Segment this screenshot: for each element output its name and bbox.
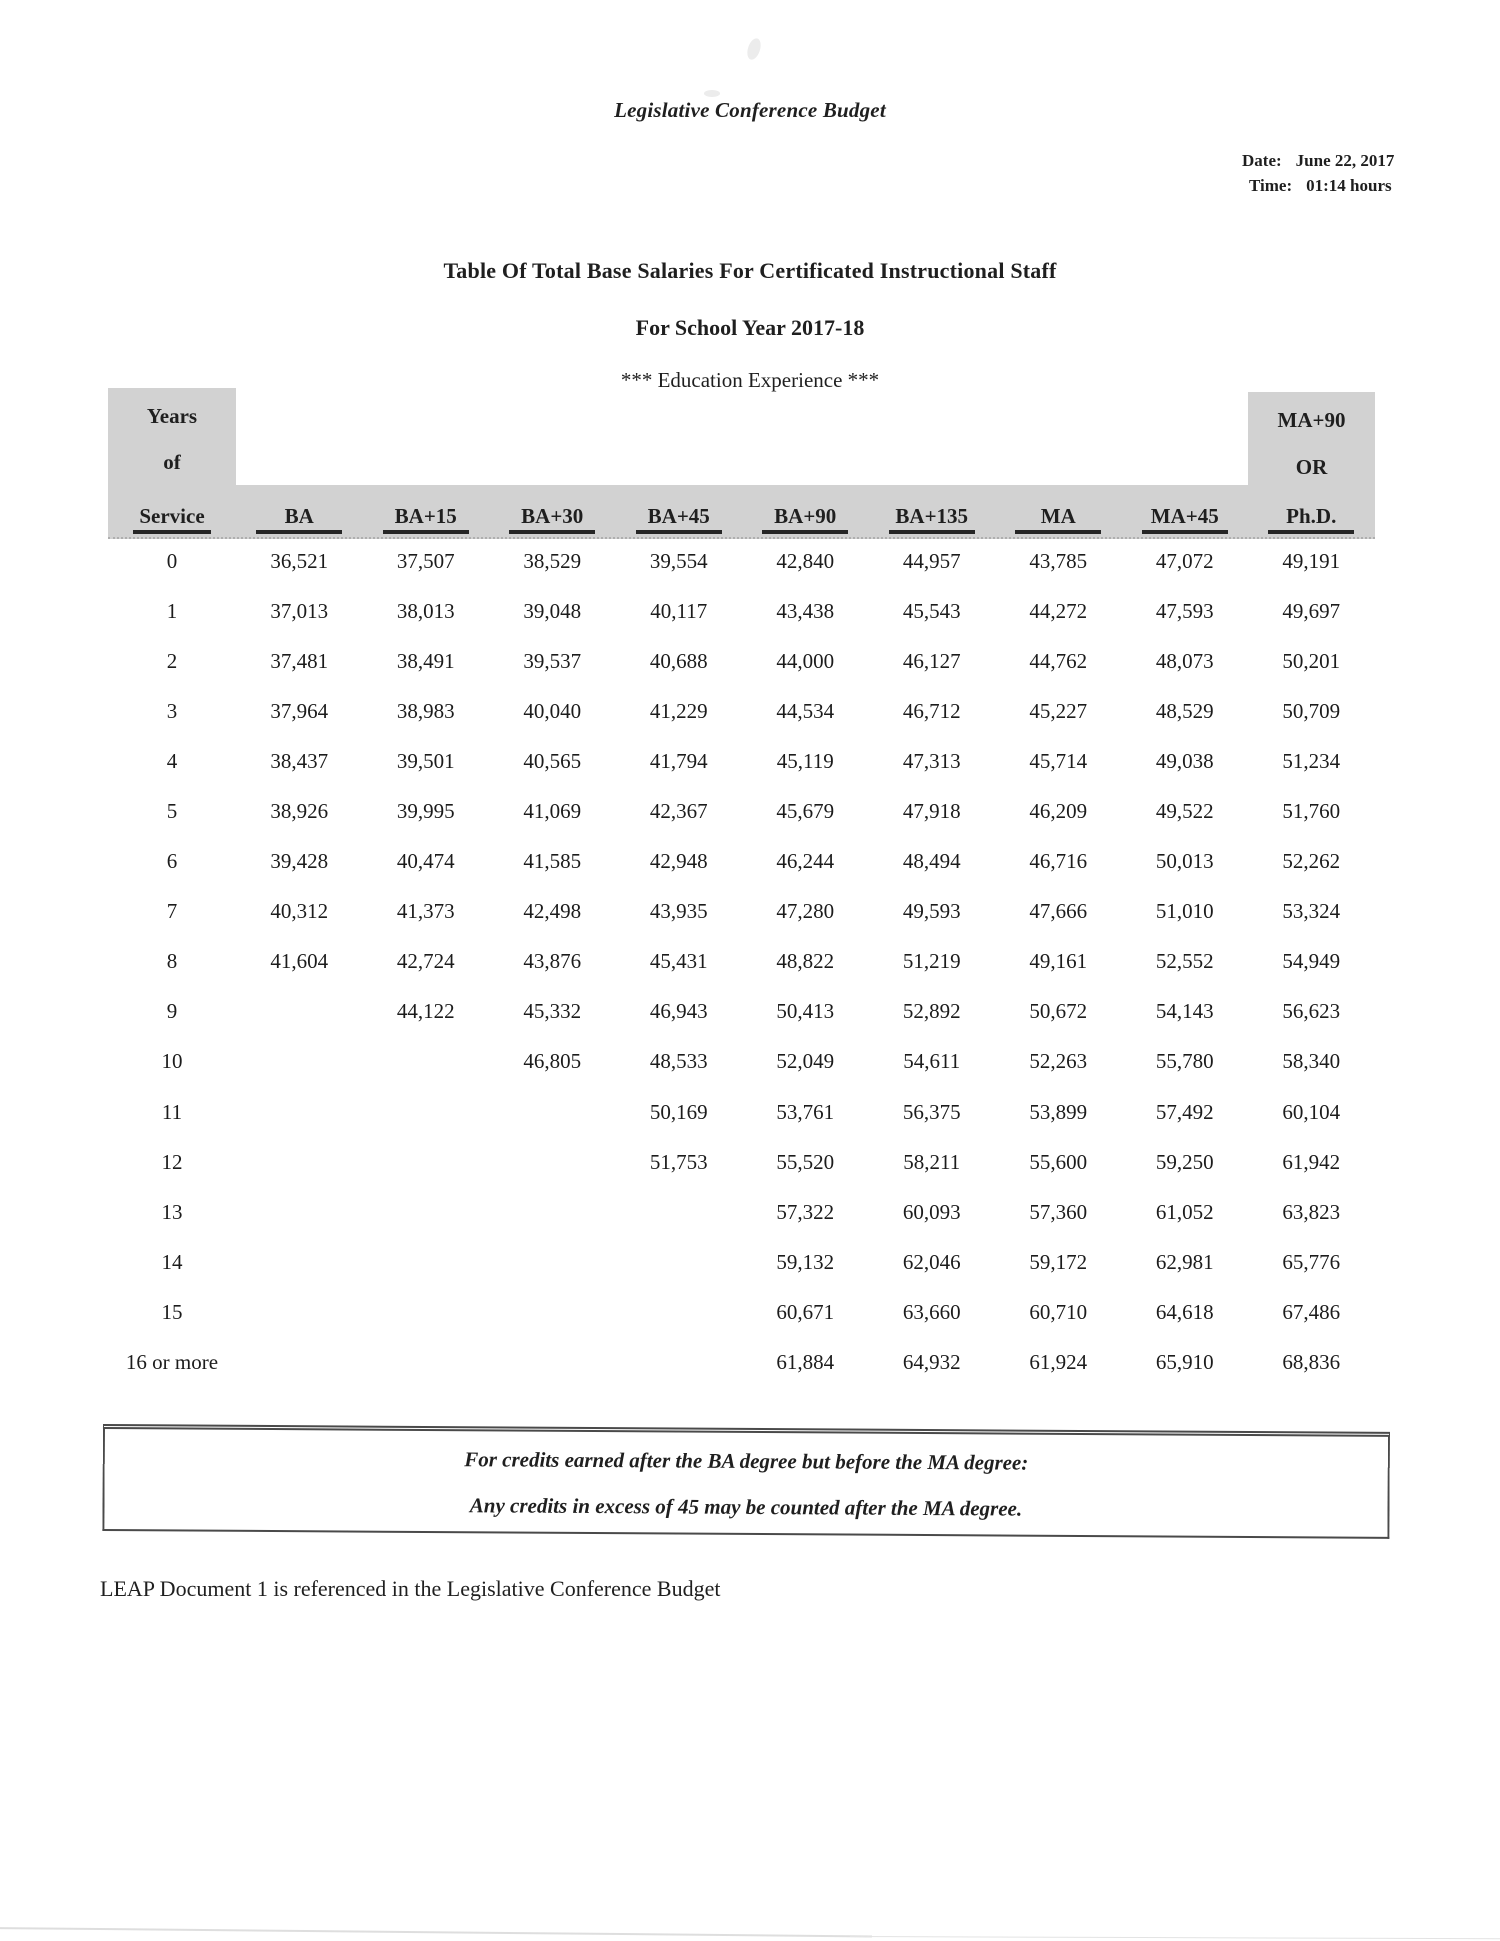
salary-cell: 61,052 [1155, 1199, 1214, 1224]
time-value: 01:14 hours [1306, 176, 1392, 195]
salary-cell [489, 1287, 616, 1337]
salary-cell: 42,948 [649, 849, 708, 874]
ma90-header-word: MA+90 [1277, 408, 1346, 432]
salary-cell: 49,593 [902, 899, 961, 924]
credits-note-line2: Any credits in excess of 45 may be counted after the MA degree. [469, 1493, 1023, 1521]
scan-smudge [745, 37, 763, 62]
salary-cell: 44,272 [1029, 598, 1088, 623]
salary-cell: 43,438 [776, 598, 835, 623]
salary-cell: 47,313 [902, 748, 961, 773]
salary-cell: 64,932 [902, 1350, 961, 1375]
salary-cell: 42,367 [649, 799, 708, 824]
credits-note-box [102, 1424, 1390, 1539]
salary-cell: 59,132 [776, 1249, 835, 1274]
row-label: 4 [166, 748, 178, 773]
salary-cell: 39,048 [523, 598, 582, 623]
salary-cell [236, 1287, 363, 1337]
salary-cell: 48,073 [1155, 648, 1214, 673]
salary-cell: 53,761 [776, 1099, 835, 1124]
salary-cell [363, 1338, 490, 1388]
table-title: Table Of Total Base Salaries For Certificated Instructional Staff [443, 258, 1057, 283]
salary-cell [363, 1137, 490, 1187]
salary-cell: 39,554 [649, 548, 708, 573]
years-header-word: Years [146, 404, 198, 428]
salary-cell: 40,565 [523, 748, 582, 773]
column-header-ba30: BA+30 [509, 504, 595, 534]
salary-cell: 37,507 [396, 548, 455, 573]
date-label: Date: [1242, 151, 1282, 170]
salary-cell [363, 1187, 490, 1237]
salary-cell: 46,805 [523, 1049, 582, 1074]
salary-cell: 47,666 [1029, 899, 1088, 924]
salary-cell: 40,474 [396, 849, 455, 874]
credits-note-line1: For credits earned after the BA degree but before the MA degree: [464, 1447, 1029, 1475]
salary-cell: 51,760 [1282, 799, 1341, 824]
or-header-word: OR [1295, 455, 1328, 479]
salary-cell: 47,918 [902, 799, 961, 824]
salary-cell [363, 1087, 490, 1137]
salary-cell: 65,910 [1155, 1350, 1214, 1375]
salary-cell: 58,211 [903, 1149, 961, 1174]
salary-cell: 46,244 [776, 849, 835, 874]
salary-cell: 41,229 [649, 698, 708, 723]
salary-cell: 36,521 [270, 548, 329, 573]
salary-cell: 50,672 [1029, 999, 1088, 1024]
salary-cell: 39,537 [523, 648, 582, 673]
column-header-ba: BA [256, 504, 342, 534]
row-label: 3 [166, 698, 178, 723]
salary-cell: 60,093 [902, 1199, 961, 1224]
salary-cell: 45,543 [902, 598, 961, 623]
row-label: 14 [161, 1249, 183, 1274]
salary-cell: 62,981 [1155, 1249, 1214, 1274]
salary-cell: 44,000 [776, 648, 835, 673]
salary-cell: 38,491 [396, 648, 455, 673]
salary-cell [363, 1287, 490, 1337]
date-line [1242, 148, 1394, 173]
row-label: 7 [166, 899, 178, 924]
row-label: 12 [161, 1149, 183, 1174]
salary-cell: 39,428 [270, 849, 329, 874]
salary-cell: 50,201 [1282, 648, 1341, 673]
salary-cell: 54,611 [903, 1049, 961, 1074]
salary-cell [489, 1187, 616, 1237]
salary-cell [489, 1137, 616, 1187]
salary-cell [236, 1187, 363, 1237]
salary-cell [236, 1237, 363, 1287]
row-label: 11 [161, 1099, 183, 1124]
salary-cell: 46,127 [902, 648, 961, 673]
column-header-ba135: BA+135 [889, 504, 975, 534]
salary-cell: 43,876 [523, 949, 582, 974]
scan-artifact-line [0, 1927, 872, 1937]
salary-cell: 45,431 [649, 949, 708, 974]
salary-cell: 41,585 [523, 849, 582, 874]
salary-cell: 46,716 [1029, 849, 1088, 874]
salary-cell [236, 1087, 363, 1137]
salary-cell: 44,534 [776, 698, 835, 723]
salary-cell [236, 1338, 363, 1388]
salary-cell: 62,046 [902, 1249, 961, 1274]
column-header-row [108, 492, 1375, 536]
row-label: 9 [166, 999, 178, 1024]
of-header-word: of [163, 450, 181, 474]
salary-cell: 51,234 [1282, 748, 1341, 773]
salary-cell: 52,262 [1282, 849, 1341, 874]
salary-cell: 61,884 [776, 1350, 835, 1375]
scan-smudge [704, 90, 720, 97]
salary-cell: 44,122 [396, 999, 455, 1024]
salary-cell: 41,604 [270, 949, 329, 974]
row-label: 2 [166, 648, 178, 673]
salary-cell: 39,501 [396, 748, 455, 773]
salary-cell: 43,935 [649, 899, 708, 924]
salary-cell: 61,942 [1282, 1149, 1341, 1174]
row-label: 5 [166, 799, 178, 824]
column-header-ma: MA [1015, 504, 1101, 534]
leap-reference-text: LEAP Document 1 is referenced in the Legislative Conference Budget [100, 1576, 721, 1601]
salary-cell: 40,040 [523, 698, 582, 723]
salary-cell: 54,949 [1282, 949, 1341, 974]
salary-cell: 55,780 [1155, 1049, 1214, 1074]
salary-cell: 42,840 [776, 548, 835, 573]
salary-cell: 54,143 [1155, 999, 1214, 1024]
row-label: 15 [161, 1299, 183, 1324]
salary-cell: 42,498 [523, 899, 582, 924]
salary-cell [616, 1287, 743, 1337]
salary-cell [236, 987, 363, 1037]
salary-cell: 63,823 [1282, 1199, 1341, 1224]
salary-cell [236, 1137, 363, 1187]
salary-cell: 52,552 [1155, 949, 1214, 974]
salary-cell: 57,322 [776, 1199, 835, 1224]
salary-cell: 37,013 [270, 598, 329, 623]
date-time-block [1242, 148, 1394, 198]
salary-cell: 52,263 [1029, 1049, 1088, 1074]
salary-cell: 52,049 [776, 1049, 835, 1074]
salary-cell: 44,762 [1029, 648, 1088, 673]
school-year-title: For School Year 2017-18 [635, 315, 865, 340]
salary-cell [363, 1037, 490, 1087]
salary-cell: 56,375 [902, 1099, 961, 1124]
salary-cell [489, 1087, 616, 1137]
salary-cell: 50,413 [776, 999, 835, 1024]
salary-cell: 57,492 [1155, 1099, 1214, 1124]
salary-cell: 44,957 [902, 548, 961, 573]
row-label: 13 [161, 1199, 183, 1224]
salary-cell: 49,522 [1155, 799, 1214, 824]
salary-cell: 51,753 [649, 1149, 708, 1174]
salary-cell: 48,533 [649, 1049, 708, 1074]
salary-cell: 47,280 [776, 899, 835, 924]
salary-cell: 45,714 [1029, 748, 1088, 773]
salary-cell: 49,038 [1155, 748, 1214, 773]
salary-cell: 58,340 [1282, 1049, 1341, 1074]
salary-cell: 52,892 [902, 999, 961, 1024]
row-label: 8 [166, 949, 178, 974]
salary-cell [236, 1037, 363, 1087]
salary-cell [616, 1187, 743, 1237]
salary-cell [616, 1237, 743, 1287]
salary-cell: 59,172 [1029, 1249, 1088, 1274]
salary-cell: 37,964 [270, 698, 329, 723]
date-value: June 22, 2017 [1295, 151, 1395, 170]
salary-cell: 41,794 [649, 748, 708, 773]
salary-cell: 65,776 [1282, 1249, 1341, 1274]
salary-cell [616, 1338, 743, 1388]
column-header-phd: Ph.D. [1268, 504, 1354, 534]
salary-cell: 40,117 [650, 598, 708, 623]
salary-cell: 49,191 [1282, 548, 1341, 573]
salary-cell: 51,010 [1155, 899, 1214, 924]
salary-cell: 37,481 [270, 648, 329, 673]
column-header-ba15: BA+15 [383, 504, 469, 534]
salary-cell: 51,219 [902, 949, 961, 974]
salary-cell: 60,104 [1282, 1099, 1341, 1124]
salary-cell: 60,671 [776, 1299, 835, 1324]
education-experience-label: *** Education Experience *** [620, 368, 880, 392]
salary-cell: 50,709 [1282, 698, 1341, 723]
salary-cell [489, 1237, 616, 1287]
salary-cell: 57,360 [1029, 1199, 1088, 1224]
salary-cell: 38,013 [396, 598, 455, 623]
salary-cell: 46,943 [649, 999, 708, 1024]
salary-cell: 43,785 [1029, 548, 1088, 573]
salary-cell: 41,373 [396, 899, 455, 924]
salary-cell: 48,529 [1155, 698, 1214, 723]
salary-cell: 38,983 [396, 698, 455, 723]
row-label: 0 [166, 548, 178, 573]
salary-cell: 63,660 [902, 1299, 961, 1324]
row-label: 6 [166, 849, 178, 874]
salary-cell: 59,250 [1155, 1149, 1214, 1174]
salary-cell: 41,069 [523, 799, 582, 824]
scan-artifact-line [850, 1936, 1500, 1939]
salary-cell: 42,724 [396, 949, 455, 974]
salary-cell: 47,593 [1155, 598, 1214, 623]
salary-cell [363, 1237, 490, 1287]
column-header-ba45: BA+45 [636, 504, 722, 534]
salary-cell: 53,899 [1029, 1099, 1088, 1124]
salary-cell: 39,995 [396, 799, 455, 824]
salary-cell: 67,486 [1282, 1299, 1341, 1324]
salary-cell: 48,822 [776, 949, 835, 974]
column-header-service: Service [133, 504, 210, 534]
salary-cell: 50,169 [649, 1099, 708, 1124]
row-label: 1 [166, 598, 178, 623]
time-line [1242, 173, 1394, 198]
salary-cell [489, 1338, 616, 1388]
salary-cell: 47,072 [1155, 548, 1214, 573]
salary-cell: 49,161 [1029, 949, 1088, 974]
salary-cell: 50,013 [1155, 849, 1214, 874]
salary-cell: 68,836 [1282, 1350, 1341, 1375]
salary-cell: 60,710 [1029, 1299, 1088, 1324]
salary-cell: 55,600 [1029, 1149, 1088, 1174]
salary-cell: 56,623 [1282, 999, 1341, 1024]
row-label: 16 or more [125, 1350, 219, 1375]
salary-cell: 48,494 [902, 849, 961, 874]
salary-cell: 45,332 [523, 999, 582, 1024]
salary-cell: 64,618 [1155, 1299, 1214, 1324]
salary-cell: 46,712 [902, 698, 961, 723]
salary-cell: 38,529 [523, 548, 582, 573]
salary-cell: 61,924 [1029, 1350, 1088, 1375]
salary-cell: 55,520 [776, 1149, 835, 1174]
salary-cell: 46,209 [1029, 799, 1088, 824]
salary-table-body [108, 536, 1375, 1388]
salary-cell: 38,926 [270, 799, 329, 824]
time-label: Time: [1249, 176, 1293, 195]
salary-cell: 45,119 [776, 748, 834, 773]
document-header-title: Legislative Conference Budget [614, 98, 886, 122]
salary-cell: 49,697 [1282, 598, 1341, 623]
column-header-ma45: MA+45 [1142, 504, 1228, 534]
salary-cell: 38,437 [270, 748, 329, 773]
salary-cell: 40,688 [649, 648, 708, 673]
salary-cell: 53,324 [1282, 899, 1341, 924]
salary-cell: 45,227 [1029, 698, 1088, 723]
column-header-ba90: BA+90 [762, 504, 848, 534]
salary-cell: 45,679 [776, 799, 835, 824]
row-label: 10 [161, 1049, 183, 1074]
salary-cell: 40,312 [270, 899, 329, 924]
